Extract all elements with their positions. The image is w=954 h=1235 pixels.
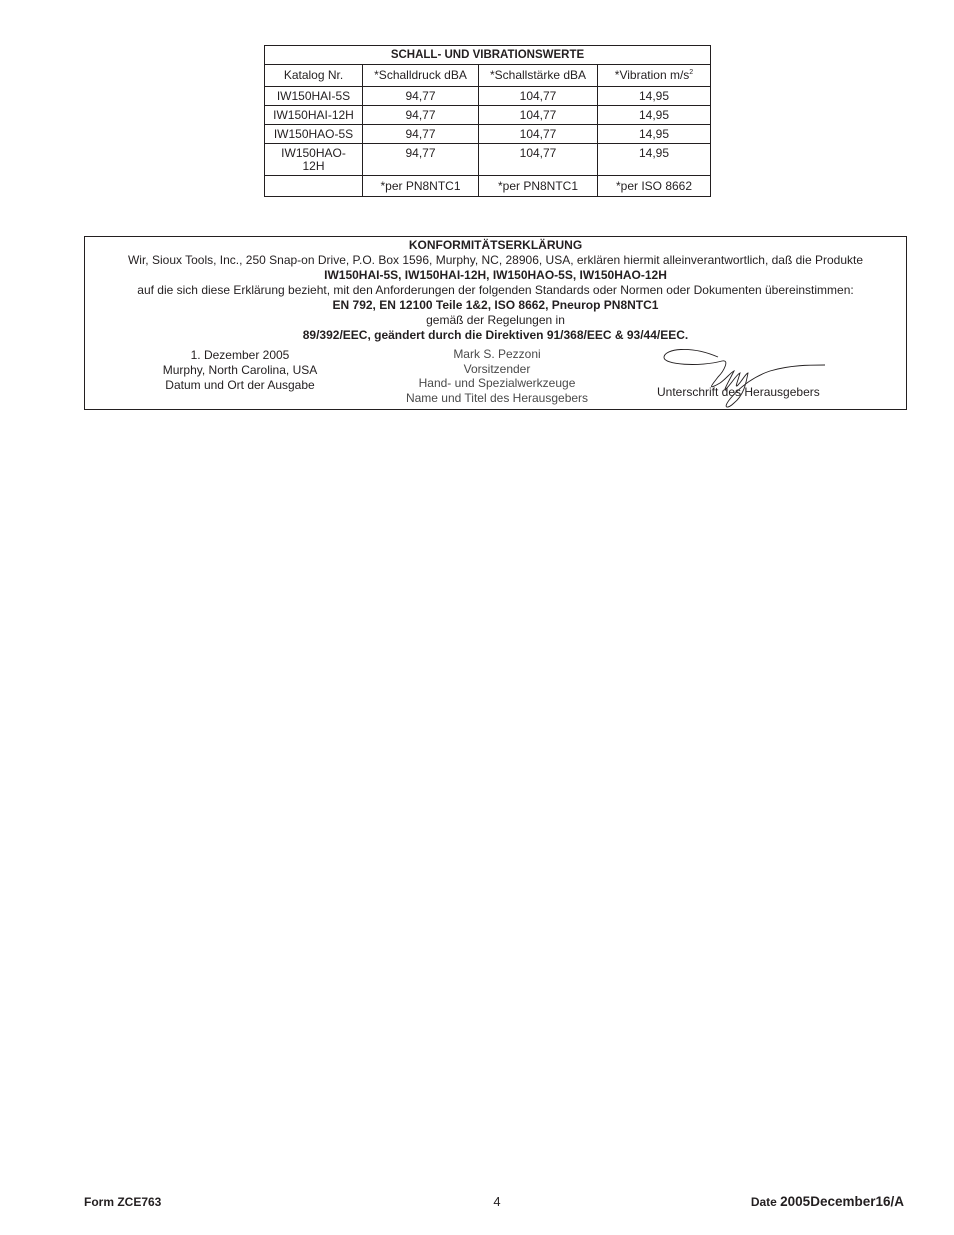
table-row: [265, 87, 711, 106]
issuer-label: Name und Titel des Herausgebers: [405, 390, 589, 405]
declaration-title: KONFORMITÄTSERKLÄRUNG: [408, 238, 583, 252]
issue-date-place-label: Datum und Ort der Ausgabe: [165, 378, 315, 392]
cell-catalog: IW150HAI-5S: [265, 87, 363, 106]
footer-vibration-standard: *per ISO 8662: [598, 176, 711, 197]
footer-sound-power-standard: *per PN8NTC1: [479, 176, 598, 197]
declaration-statement: Wir, Sioux Tools, Inc., 250 Snap-on Drive, P.O. Box 1596, Murphy, NC, 28906, USA, erklären hiermit alleinverantwortlich, daß die Produkte: [127, 253, 864, 267]
declaration-directives: 89/392/EEC, geändert durch die Direktiven 91/368/EEC & 93/44/EEC.: [302, 328, 689, 342]
issue-date-place: [145, 348, 335, 393]
table-title: SCHALL- UND VIBRATIONSWERTE: [265, 46, 711, 65]
table-row: [265, 144, 711, 176]
issuer-info: [387, 347, 607, 405]
header-catalog: Katalog Nr.: [265, 65, 363, 87]
cell-sound-pressure: 94,77: [363, 125, 479, 144]
footer-sound-pressure-standard: *per PN8NTC1: [363, 176, 479, 197]
declaration-standards: EN 792, EN 12100 Teile 1&2, ISO 8662, Pneurop PN8NTC1: [332, 298, 659, 312]
page-number: 4: [493, 1194, 501, 1209]
issue-date: 1. Dezember 2005: [190, 348, 290, 362]
conformity-declaration: [84, 236, 907, 410]
header-sound-pressure: *Schalldruck dBA: [363, 65, 479, 87]
form-number: Form ZCE763: [84, 1195, 162, 1209]
declaration-products: IW150HAI-5S, IW150HAI-12H, IW150HAO-5S, IW150HAO-12H: [324, 268, 667, 282]
table-header-row: [265, 65, 711, 87]
issuer-title: Vorsitzender: [463, 361, 531, 376]
cell-vibration: 14,95: [598, 87, 711, 106]
cell-catalog: IW150HAO- 12H: [265, 144, 363, 176]
table-footer-row: [265, 176, 711, 197]
cell-vibration: 14,95: [598, 106, 711, 125]
cell-sound-power: 104,77: [479, 87, 598, 106]
issuer-division: Hand- und Spezialwerkzeuge: [418, 376, 576, 390]
cell-vibration: 14,95: [598, 125, 711, 144]
cell-vibration: 14,95: [598, 144, 711, 176]
declaration-regulations-intro: gemäß der Regelungen in: [426, 313, 565, 327]
cell-sound-power: 104,77: [479, 125, 598, 144]
table-row: [265, 125, 711, 144]
cell-sound-power: 104,77: [479, 144, 598, 176]
signature-image: [660, 343, 830, 411]
cell-catalog: IW150HAI-12H: [265, 106, 363, 125]
cell-sound-power: 104,77: [479, 106, 598, 125]
signature-label: Unterschrift des Herausgebers: [657, 385, 820, 399]
sound-vibration-table: [264, 45, 711, 197]
issue-place: Murphy, North Carolina, USA: [162, 363, 318, 377]
cell-sound-pressure: 94,77: [363, 144, 479, 176]
revision-date: Date 2005December16/A: [750, 1194, 904, 1209]
header-vibration: *Vibration $m/s^2$: [598, 65, 711, 87]
cell-sound-pressure: 94,77: [363, 106, 479, 125]
cell-catalog: IW150HAO-5S: [265, 125, 363, 144]
header-sound-power: *Schallstärke dBA: [479, 65, 598, 87]
cell-sound-pressure: 94,77: [363, 87, 479, 106]
footer-catalog: [265, 176, 363, 197]
issuer-name: Mark S. Pezzoni: [453, 347, 541, 361]
declaration-conformity-statement: auf die sich diese Erklärung bezieht, mit den Anforderungen der folgenden Standards oder Normen oder Dokumenten übereinstimmen:: [137, 283, 854, 297]
table-row: [265, 106, 711, 125]
